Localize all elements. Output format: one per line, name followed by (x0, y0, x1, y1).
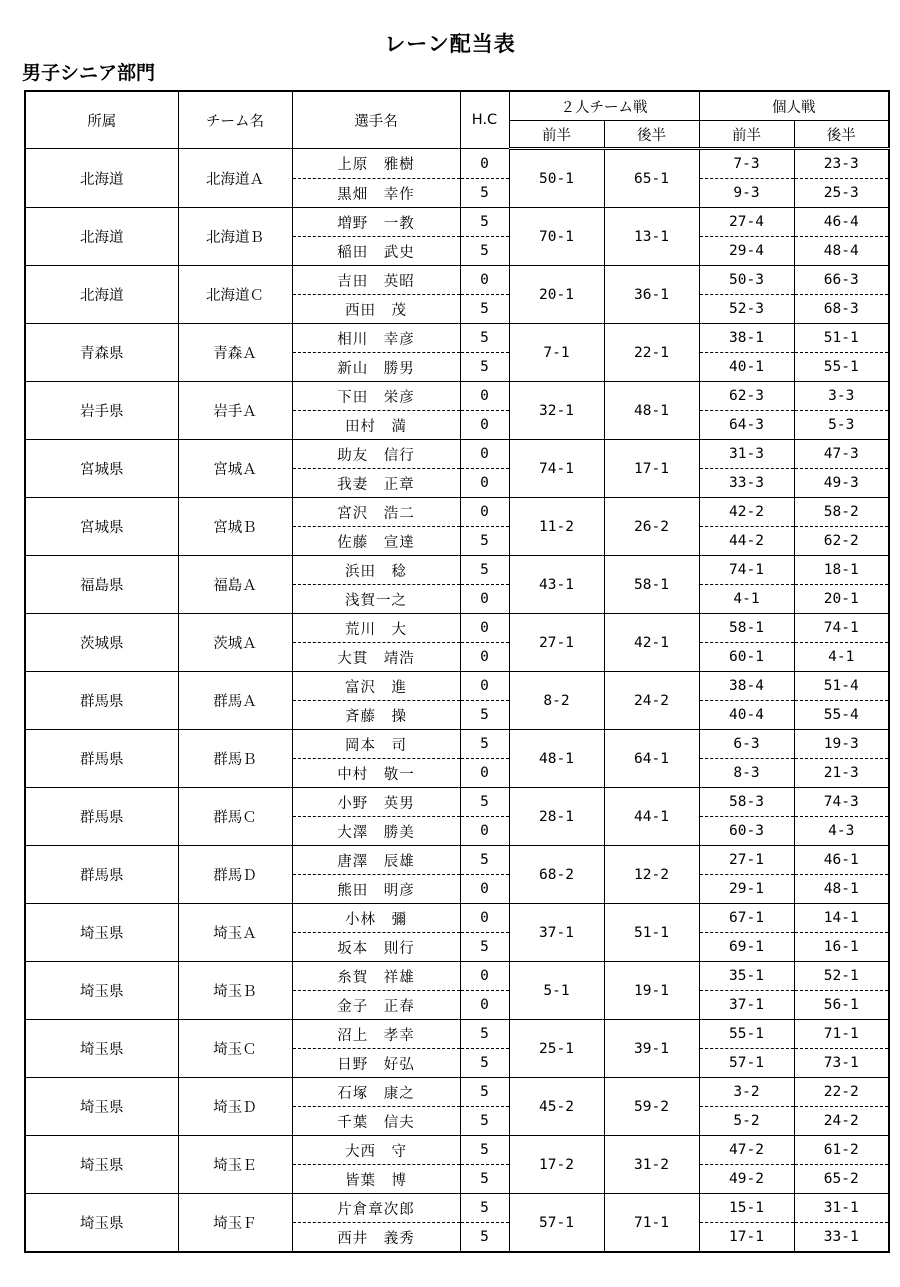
individual-first-half-lane: 60-1 (699, 643, 794, 672)
table-row (25, 672, 889, 701)
player-name-cell: 我妻 正章 (292, 469, 460, 498)
individual-second-half-lane: 47-3 (794, 440, 889, 469)
hc-cell: 0 (460, 817, 509, 846)
team-name-cell: 北海道Ｃ (178, 266, 292, 324)
team-first-half-lane: 37-1 (509, 904, 604, 962)
player-name-cell: 浅賀一之 (292, 585, 460, 614)
affiliation-cell: 埼玉県 (25, 962, 178, 1020)
hc-cell: 0 (460, 440, 509, 469)
individual-second-half-lane: 46-4 (794, 208, 889, 237)
team-second-half-lane: 31-2 (604, 1136, 699, 1194)
hc-cell: 5 (460, 1020, 509, 1049)
hc-cell: 0 (460, 585, 509, 614)
hc-cell: 0 (460, 904, 509, 933)
individual-second-half-lane: 48-4 (794, 237, 889, 266)
header-hc: H.C (460, 91, 509, 149)
team-first-half-lane: 50-1 (509, 149, 604, 208)
team-first-half-lane: 20-1 (509, 266, 604, 324)
affiliation-cell: 北海道 (25, 208, 178, 266)
team-name-cell: 埼玉Ａ (178, 904, 292, 962)
individual-second-half-lane: 25-3 (794, 179, 889, 208)
affiliation-cell: 宮城県 (25, 498, 178, 556)
individual-first-half-lane: 60-3 (699, 817, 794, 846)
player-name-cell: 大澤 勝美 (292, 817, 460, 846)
individual-second-half-lane: 24-2 (794, 1107, 889, 1136)
individual-first-half-lane: 38-1 (699, 324, 794, 353)
individual-second-half-lane: 48-1 (794, 875, 889, 904)
affiliation-cell: 北海道 (25, 266, 178, 324)
individual-second-half-lane: 18-1 (794, 556, 889, 585)
table-row (25, 556, 889, 585)
individual-second-half-lane: 73-1 (794, 1049, 889, 1078)
individual-first-half-lane: 29-1 (699, 875, 794, 904)
team-name-cell: 福島Ａ (178, 556, 292, 614)
table-row (25, 1078, 889, 1107)
hc-cell: 5 (460, 179, 509, 208)
individual-first-half-lane: 47-2 (699, 1136, 794, 1165)
team-second-half-lane: 39-1 (604, 1020, 699, 1078)
table-row (25, 440, 889, 469)
individual-first-half-lane: 31-3 (699, 440, 794, 469)
individual-first-half-lane: 9-3 (699, 179, 794, 208)
individual-first-half-lane: 4-1 (699, 585, 794, 614)
player-name-cell: 浜田 稔 (292, 556, 460, 585)
team-second-half-lane: 19-1 (604, 962, 699, 1020)
team-second-half-lane: 22-1 (604, 324, 699, 382)
individual-first-half-lane: 8-3 (699, 759, 794, 788)
hc-cell: 0 (460, 643, 509, 672)
affiliation-cell: 群馬県 (25, 730, 178, 788)
individual-second-half-lane: 20-1 (794, 585, 889, 614)
individual-second-half-lane: 22-2 (794, 1078, 889, 1107)
player-name-cell: 小野 英男 (292, 788, 460, 817)
team-name-cell: 群馬Ａ (178, 672, 292, 730)
individual-first-half-lane: 27-1 (699, 846, 794, 875)
individual-second-half-lane: 49-3 (794, 469, 889, 498)
individual-first-half-lane: 17-1 (699, 1223, 794, 1253)
individual-first-half-lane: 62-3 (699, 382, 794, 411)
header-player-name: 選手名 (292, 91, 460, 149)
hc-cell: 5 (460, 295, 509, 324)
affiliation-cell: 群馬県 (25, 788, 178, 846)
team-second-half-lane: 48-1 (604, 382, 699, 440)
individual-first-half-lane: 69-1 (699, 933, 794, 962)
hc-cell: 0 (460, 962, 509, 991)
individual-first-half-lane: 7-3 (699, 149, 794, 179)
individual-second-half-lane: 51-1 (794, 324, 889, 353)
team-name-cell: 宮城Ａ (178, 440, 292, 498)
individual-second-half-lane: 62-2 (794, 527, 889, 556)
header-individual-second-half: 後半 (794, 121, 889, 149)
affiliation-cell: 埼玉県 (25, 904, 178, 962)
player-name-cell: 熊田 明彦 (292, 875, 460, 904)
table-row (25, 962, 889, 991)
player-name-cell: 日野 好弘 (292, 1049, 460, 1078)
player-name-cell: 黒畑 幸作 (292, 179, 460, 208)
table-row (25, 498, 889, 527)
individual-second-half-lane: 74-3 (794, 788, 889, 817)
individual-second-half-lane: 21-3 (794, 759, 889, 788)
affiliation-cell: 宮城県 (25, 440, 178, 498)
affiliation-cell: 埼玉県 (25, 1194, 178, 1253)
player-name-cell: 沼上 孝幸 (292, 1020, 460, 1049)
individual-second-half-lane: 61-2 (794, 1136, 889, 1165)
team-second-half-lane: 26-2 (604, 498, 699, 556)
hc-cell: 5 (460, 527, 509, 556)
team-second-half-lane: 24-2 (604, 672, 699, 730)
team-name-cell: 群馬Ｃ (178, 788, 292, 846)
hc-cell: 5 (460, 846, 509, 875)
team-second-half-lane: 42-1 (604, 614, 699, 672)
affiliation-cell: 群馬県 (25, 846, 178, 904)
individual-second-half-lane: 71-1 (794, 1020, 889, 1049)
team-first-half-lane: 43-1 (509, 556, 604, 614)
header-team-first-half: 前半 (509, 121, 604, 149)
team-first-half-lane: 32-1 (509, 382, 604, 440)
affiliation-cell: 青森県 (25, 324, 178, 382)
section-title: 男子シニア部門 (22, 62, 156, 84)
individual-second-half-lane: 31-1 (794, 1194, 889, 1223)
hc-cell: 5 (460, 324, 509, 353)
player-name-cell: 西田 茂 (292, 295, 460, 324)
player-name-cell: 助友 信行 (292, 440, 460, 469)
table-row (25, 1136, 889, 1165)
individual-second-half-lane: 68-3 (794, 295, 889, 324)
hc-cell: 5 (460, 933, 509, 962)
player-name-cell: 糸賀 祥雄 (292, 962, 460, 991)
table-row (25, 846, 889, 875)
individual-first-half-lane: 35-1 (699, 962, 794, 991)
individual-second-half-lane: 66-3 (794, 266, 889, 295)
team-first-half-lane: 25-1 (509, 1020, 604, 1078)
individual-first-half-lane: 55-1 (699, 1020, 794, 1049)
player-name-cell: 吉田 英昭 (292, 266, 460, 295)
individual-second-half-lane: 55-1 (794, 353, 889, 382)
individual-second-half-lane: 56-1 (794, 991, 889, 1020)
affiliation-cell: 埼玉県 (25, 1136, 178, 1194)
individual-first-half-lane: 5-2 (699, 1107, 794, 1136)
hc-cell: 0 (460, 672, 509, 701)
hc-cell: 0 (460, 759, 509, 788)
hc-cell: 0 (460, 382, 509, 411)
table-row (25, 788, 889, 817)
table-body (25, 149, 889, 1253)
table-row (25, 382, 889, 411)
player-name-cell: 西井 義秀 (292, 1223, 460, 1253)
team-first-half-lane: 7-1 (509, 324, 604, 382)
team-second-half-lane: 44-1 (604, 788, 699, 846)
affiliation-cell: 埼玉県 (25, 1078, 178, 1136)
table-row (25, 614, 889, 643)
player-name-cell: 上原 雅樹 (292, 149, 460, 179)
hc-cell: 5 (460, 237, 509, 266)
individual-second-half-lane: 46-1 (794, 846, 889, 875)
team-name-cell: 北海道Ｂ (178, 208, 292, 266)
table-row (25, 730, 889, 759)
player-name-cell: 皆葉 博 (292, 1165, 460, 1194)
hc-cell: 5 (460, 1223, 509, 1253)
player-name-cell: 相川 幸彦 (292, 324, 460, 353)
individual-first-half-lane: 58-1 (699, 614, 794, 643)
individual-first-half-lane: 33-3 (699, 469, 794, 498)
individual-second-half-lane: 51-4 (794, 672, 889, 701)
individual-second-half-lane: 52-1 (794, 962, 889, 991)
team-name-cell: 群馬Ｂ (178, 730, 292, 788)
team-first-half-lane: 28-1 (509, 788, 604, 846)
player-name-cell: 大貫 靖浩 (292, 643, 460, 672)
team-first-half-lane: 17-2 (509, 1136, 604, 1194)
hc-cell: 5 (460, 556, 509, 585)
team-name-cell: 青森Ａ (178, 324, 292, 382)
player-name-cell: 下田 栄彦 (292, 382, 460, 411)
player-name-cell: 大西 守 (292, 1136, 460, 1165)
affiliation-cell: 福島県 (25, 556, 178, 614)
individual-first-half-lane: 3-2 (699, 1078, 794, 1107)
individual-first-half-lane: 52-3 (699, 295, 794, 324)
player-name-cell: 小林 彌 (292, 904, 460, 933)
individual-second-half-lane: 33-1 (794, 1223, 889, 1253)
team-first-half-lane: 68-2 (509, 846, 604, 904)
individual-second-half-lane: 74-1 (794, 614, 889, 643)
team-second-half-lane: 59-2 (604, 1078, 699, 1136)
individual-first-half-lane: 44-2 (699, 527, 794, 556)
table-row (25, 266, 889, 295)
player-name-cell: 田村 満 (292, 411, 460, 440)
hc-cell: 5 (460, 701, 509, 730)
individual-first-half-lane: 64-3 (699, 411, 794, 440)
hc-cell: 5 (460, 1136, 509, 1165)
hc-cell: 5 (460, 208, 509, 237)
individual-second-half-lane: 55-4 (794, 701, 889, 730)
table-row (25, 208, 889, 237)
player-name-cell: 岡本 司 (292, 730, 460, 759)
player-name-cell: 富沢 進 (292, 672, 460, 701)
lane-table (24, 90, 890, 1253)
individual-first-half-lane: 42-2 (699, 498, 794, 527)
individual-second-half-lane: 19-3 (794, 730, 889, 759)
team-name-cell: 埼玉Ｄ (178, 1078, 292, 1136)
team-name-cell: 埼玉Ｃ (178, 1020, 292, 1078)
individual-first-half-lane: 15-1 (699, 1194, 794, 1223)
team-name-cell: 埼玉Ｆ (178, 1194, 292, 1253)
team-second-half-lane: 71-1 (604, 1194, 699, 1253)
hc-cell: 5 (460, 1165, 509, 1194)
individual-first-half-lane: 38-4 (699, 672, 794, 701)
hc-cell: 5 (460, 353, 509, 382)
player-name-cell: 石塚 康之 (292, 1078, 460, 1107)
affiliation-cell: 北海道 (25, 149, 178, 208)
table-row (25, 904, 889, 933)
team-first-half-lane: 57-1 (509, 1194, 604, 1253)
hc-cell: 0 (460, 875, 509, 904)
player-name-cell: 稲田 武史 (292, 237, 460, 266)
hc-cell: 5 (460, 1078, 509, 1107)
affiliation-cell: 茨城県 (25, 614, 178, 672)
table-row (25, 324, 889, 353)
team-name-cell: 茨城Ａ (178, 614, 292, 672)
hc-cell: 5 (460, 1107, 509, 1136)
player-name-cell: 佐藤 宣達 (292, 527, 460, 556)
hc-cell: 0 (460, 411, 509, 440)
header-affiliation: 所属 (25, 91, 178, 149)
team-first-half-lane: 45-2 (509, 1078, 604, 1136)
header-team-name: チーム名 (178, 91, 292, 149)
team-second-half-lane: 13-1 (604, 208, 699, 266)
individual-first-half-lane: 40-4 (699, 701, 794, 730)
player-name-cell: 唐澤 辰雄 (292, 846, 460, 875)
team-second-half-lane: 12-2 (604, 846, 699, 904)
individual-second-half-lane: 58-2 (794, 498, 889, 527)
team-first-half-lane: 48-1 (509, 730, 604, 788)
table-row (25, 1020, 889, 1049)
individual-second-half-lane: 14-1 (794, 904, 889, 933)
player-name-cell: 坂本 則行 (292, 933, 460, 962)
team-name-cell: 埼玉Ｅ (178, 1136, 292, 1194)
player-name-cell: 増野 一教 (292, 208, 460, 237)
team-name-cell: 北海道Ａ (178, 149, 292, 208)
team-first-half-lane: 70-1 (509, 208, 604, 266)
hc-cell: 5 (460, 730, 509, 759)
team-first-half-lane: 5-1 (509, 962, 604, 1020)
team-second-half-lane: 58-1 (604, 556, 699, 614)
individual-first-half-lane: 50-3 (699, 266, 794, 295)
player-name-cell: 斉藤 操 (292, 701, 460, 730)
header-team-battle: ２人チーム戦 (509, 91, 699, 121)
header-individual: 個人戦 (699, 91, 889, 121)
team-second-half-lane: 36-1 (604, 266, 699, 324)
affiliation-cell: 群馬県 (25, 672, 178, 730)
individual-second-half-lane: 65-2 (794, 1165, 889, 1194)
individual-first-half-lane: 57-1 (699, 1049, 794, 1078)
player-name-cell: 千葉 信夫 (292, 1107, 460, 1136)
hc-cell: 0 (460, 614, 509, 643)
hc-cell: 5 (460, 788, 509, 817)
player-name-cell: 片倉章次郎 (292, 1194, 460, 1223)
header-team-second-half: 後半 (604, 121, 699, 149)
table-row (25, 1194, 889, 1223)
player-name-cell: 荒川 大 (292, 614, 460, 643)
individual-second-half-lane: 5-3 (794, 411, 889, 440)
individual-first-half-lane: 58-3 (699, 788, 794, 817)
team-name-cell: 岩手Ａ (178, 382, 292, 440)
player-name-cell: 金子 正春 (292, 991, 460, 1020)
individual-second-half-lane: 4-1 (794, 643, 889, 672)
page-title: レーン配当表 (384, 32, 516, 56)
hc-cell: 0 (460, 469, 509, 498)
affiliation-cell: 埼玉県 (25, 1020, 178, 1078)
team-name-cell: 宮城Ｂ (178, 498, 292, 556)
team-name-cell: 群馬Ｄ (178, 846, 292, 904)
individual-first-half-lane: 49-2 (699, 1165, 794, 1194)
individual-first-half-lane: 67-1 (699, 904, 794, 933)
hc-cell: 5 (460, 1194, 509, 1223)
team-first-half-lane: 11-2 (509, 498, 604, 556)
individual-first-half-lane: 6-3 (699, 730, 794, 759)
team-first-half-lane: 8-2 (509, 672, 604, 730)
header-individual-first-half: 前半 (699, 121, 794, 149)
individual-first-half-lane: 27-4 (699, 208, 794, 237)
hc-cell: 0 (460, 149, 509, 179)
individual-first-half-lane: 40-1 (699, 353, 794, 382)
individual-second-half-lane: 23-3 (794, 149, 889, 179)
player-name-cell: 宮沢 浩二 (292, 498, 460, 527)
table-row (25, 149, 889, 179)
individual-second-half-lane: 4-3 (794, 817, 889, 846)
individual-first-half-lane: 74-1 (699, 556, 794, 585)
team-first-half-lane: 27-1 (509, 614, 604, 672)
hc-cell: 0 (460, 498, 509, 527)
table-header (25, 91, 889, 149)
team-second-half-lane: 51-1 (604, 904, 699, 962)
player-name-cell: 新山 勝男 (292, 353, 460, 382)
hc-cell: 0 (460, 991, 509, 1020)
hc-cell: 0 (460, 266, 509, 295)
team-first-half-lane: 74-1 (509, 440, 604, 498)
hc-cell: 5 (460, 1049, 509, 1078)
team-second-half-lane: 65-1 (604, 149, 699, 208)
individual-second-half-lane: 3-3 (794, 382, 889, 411)
individual-second-half-lane: 16-1 (794, 933, 889, 962)
team-name-cell: 埼玉Ｂ (178, 962, 292, 1020)
affiliation-cell: 岩手県 (25, 382, 178, 440)
team-second-half-lane: 64-1 (604, 730, 699, 788)
individual-first-half-lane: 37-1 (699, 991, 794, 1020)
player-name-cell: 中村 敬一 (292, 759, 460, 788)
individual-first-half-lane: 29-4 (699, 237, 794, 266)
team-second-half-lane: 17-1 (604, 440, 699, 498)
